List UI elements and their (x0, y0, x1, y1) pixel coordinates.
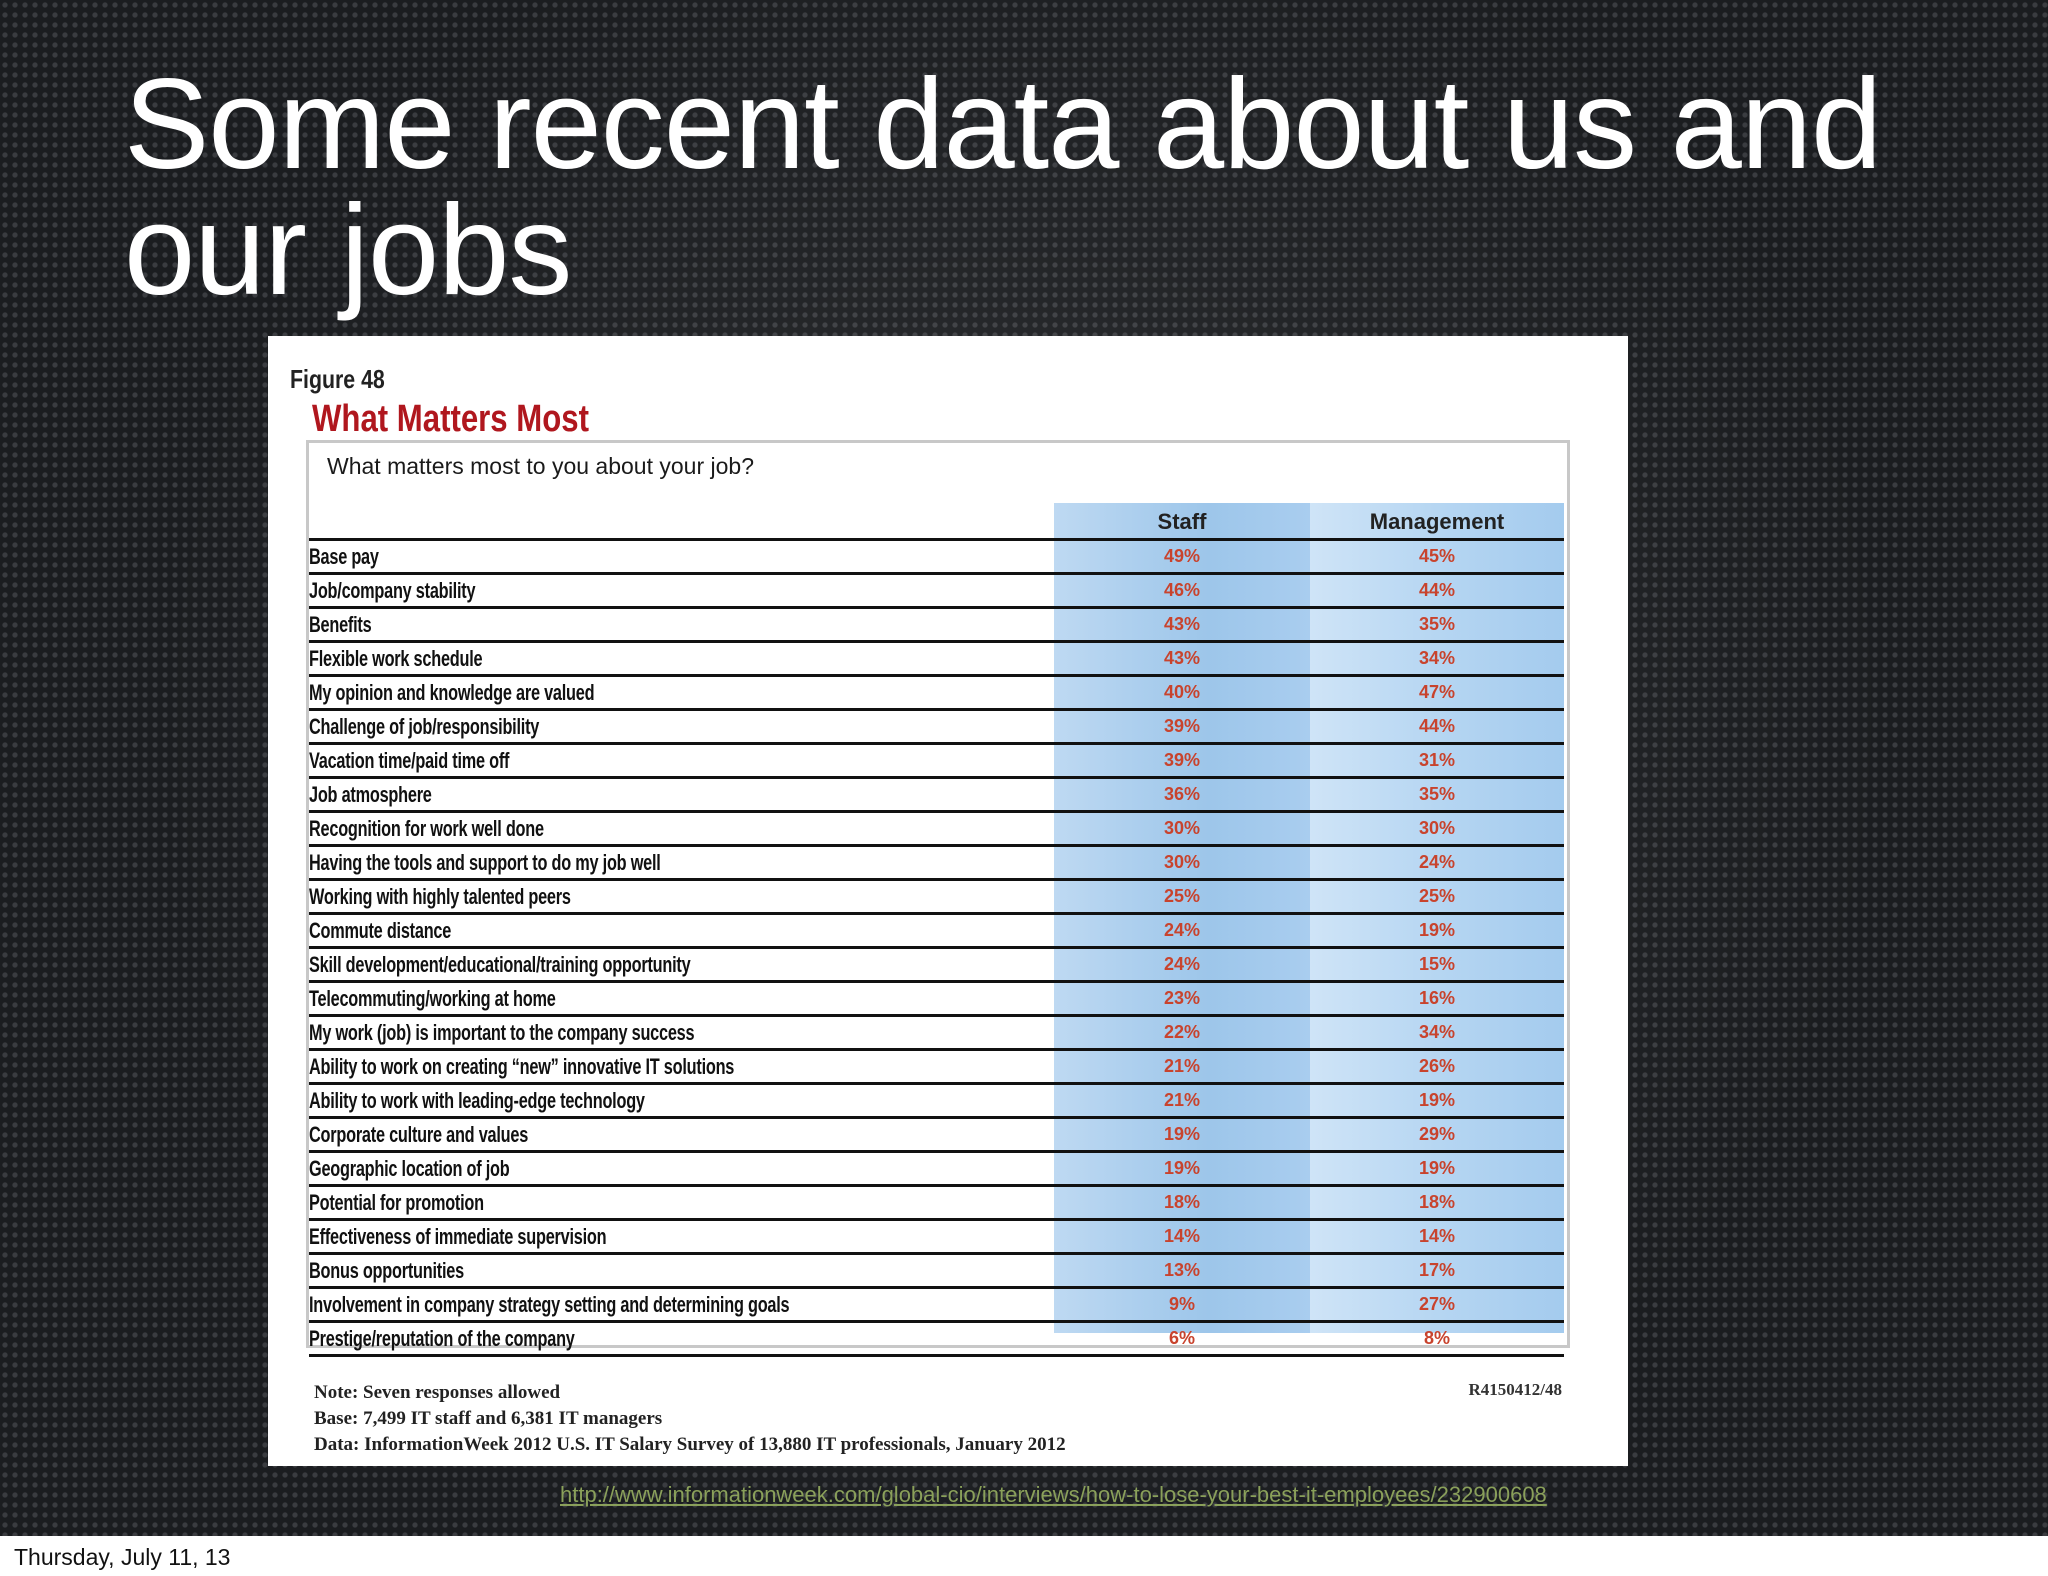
staff-value: 25% (1163, 886, 1201, 906)
figure-notes (314, 1380, 1066, 1458)
management-value: 29% (1418, 1124, 1456, 1144)
staff-value: 46% (1163, 580, 1201, 600)
table-row (309, 572, 1567, 606)
figure-label: Figure 48 (290, 364, 385, 394)
staff-value: 13% (1163, 1260, 1201, 1280)
management-value: 19% (1418, 920, 1456, 940)
row-label: Benefits (309, 612, 372, 637)
management-value: 18% (1418, 1192, 1456, 1212)
row-divider (309, 844, 1564, 847)
table-row (309, 844, 1567, 878)
row-divider (309, 1184, 1564, 1187)
management-value: 27% (1418, 1294, 1456, 1314)
source-link[interactable]: http://www.informationweek.com/global-cio/interviews/how-to-lose-your-best-it-employees/232900608 (560, 1482, 1547, 1507)
row-divider (309, 1252, 1564, 1255)
management-value: 25% (1418, 886, 1456, 906)
row-label: Ability to work with leading-edge technology (309, 1088, 645, 1113)
row-label: Geographic location of job (309, 1156, 510, 1181)
management-value: 31% (1418, 750, 1456, 770)
row-divider (309, 742, 1564, 745)
table-row (309, 776, 1567, 810)
row-label: Effectiveness of immediate supervision (309, 1224, 607, 1249)
management-value: 35% (1418, 784, 1456, 804)
column-header-management: Management (1369, 509, 1505, 534)
row-label: My opinion and knowledge are valued (309, 680, 595, 705)
staff-value: 24% (1163, 920, 1201, 940)
row-divider (309, 1320, 1564, 1323)
staff-value: 21% (1163, 1090, 1201, 1110)
table-row (309, 606, 1567, 640)
note-data-source: Data: InformationWeek 2012 U.S. IT Salary Survey of 13,880 IT professionals, January 2012 (314, 1434, 1066, 1455)
row-divider (309, 640, 1564, 643)
row-divider (309, 1286, 1564, 1289)
management-value: 19% (1418, 1090, 1456, 1110)
table-row (309, 878, 1567, 912)
management-value: 30% (1418, 818, 1456, 838)
footer-date: Thursday, July 11, 13 (14, 1544, 231, 1570)
row-divider (309, 980, 1564, 983)
management-value: 34% (1418, 648, 1456, 668)
row-divider (309, 1014, 1564, 1017)
table-row (309, 1048, 1567, 1082)
row-label: Ability to work on creating “new” innovative IT solutions (309, 1054, 735, 1079)
row-divider (309, 1048, 1564, 1051)
management-value: 44% (1418, 716, 1456, 736)
figure-title: What Matters Most (312, 398, 589, 440)
row-divider (309, 1116, 1564, 1119)
staff-value: 18% (1163, 1192, 1201, 1212)
row-label: Commute distance (309, 918, 452, 943)
management-value: 35% (1418, 614, 1456, 634)
row-divider (309, 674, 1564, 677)
row-label: Telecommuting/working at home (309, 986, 556, 1011)
table-row (309, 1184, 1567, 1218)
table-row (309, 1320, 1567, 1354)
management-value: 17% (1418, 1260, 1456, 1280)
staff-value: 30% (1163, 818, 1201, 838)
management-value: 44% (1418, 580, 1456, 600)
table-row (309, 980, 1567, 1014)
staff-value: 24% (1163, 954, 1201, 974)
management-value: 34% (1418, 1022, 1456, 1042)
table-row (309, 1286, 1567, 1320)
row-label: Skill development/educational/training opportunity (309, 952, 691, 977)
row-divider (309, 1218, 1564, 1221)
table-row (309, 742, 1567, 776)
row-label: Flexible work schedule (309, 646, 483, 671)
row-label: Recognition for work well done (309, 816, 544, 841)
row-divider (309, 606, 1564, 609)
row-divider (309, 1150, 1564, 1153)
slide-title: Some recent data about us and our jobs (124, 53, 1882, 322)
management-value: 16% (1418, 988, 1456, 1008)
staff-value: 21% (1163, 1056, 1201, 1076)
table-row (309, 538, 1567, 572)
row-divider (309, 878, 1564, 881)
row-label: Vacation time/paid time off (309, 748, 510, 773)
row-label: My work (job) is important to the company success (309, 1020, 695, 1045)
row-label: Working with highly talented peers (309, 884, 571, 909)
row-label: Having the tools and support to do my job well (309, 850, 661, 875)
table-row (309, 1116, 1567, 1150)
table-row (309, 810, 1567, 844)
row-label: Job/company stability (309, 578, 476, 603)
survey-table (306, 440, 1570, 1351)
row-divider (309, 946, 1564, 949)
management-value: 8% (1423, 1328, 1450, 1348)
staff-value: 9% (1168, 1294, 1195, 1314)
staff-value: 19% (1163, 1124, 1201, 1144)
row-divider (309, 572, 1564, 575)
staff-value: 39% (1163, 716, 1201, 736)
staff-value: 30% (1163, 852, 1201, 872)
row-divider (309, 776, 1564, 779)
table-row (309, 946, 1567, 980)
staff-value: 40% (1163, 682, 1201, 702)
footer-bar (0, 1536, 2048, 1576)
staff-value: 23% (1163, 988, 1201, 1008)
note-responses: Note: Seven responses allowed (314, 1382, 561, 1403)
staff-value: 43% (1163, 648, 1201, 668)
row-label: Prestige/reputation of the company (309, 1326, 575, 1351)
table-row (309, 640, 1567, 674)
row-label: Bonus opportunities (309, 1258, 464, 1283)
row-label: Potential for promotion (309, 1190, 484, 1215)
row-divider (309, 912, 1564, 915)
staff-value: 19% (1163, 1158, 1201, 1178)
table-row (309, 1082, 1567, 1116)
report-code: R4150412/48 (1468, 1380, 1562, 1399)
row-divider (309, 810, 1564, 813)
survey-question: What matters most to you about your job? (327, 453, 754, 479)
note-base: Base: 7,499 IT staff and 6,381 IT managers (314, 1408, 663, 1429)
management-value: 26% (1418, 1056, 1456, 1076)
staff-value: 6% (1168, 1328, 1195, 1348)
management-value: 15% (1418, 954, 1456, 974)
management-value: 45% (1418, 546, 1456, 566)
row-divider (309, 538, 1564, 541)
table-row (309, 674, 1567, 708)
row-label: Base pay (309, 544, 379, 569)
table-row (309, 708, 1567, 742)
management-value: 24% (1418, 852, 1456, 872)
row-divider (309, 708, 1564, 711)
figure-image (268, 336, 1628, 1466)
staff-value: 39% (1163, 750, 1201, 770)
row-label: Corporate culture and values (309, 1122, 529, 1147)
table-row (309, 1218, 1567, 1252)
staff-value: 14% (1163, 1226, 1201, 1246)
row-label: Job atmosphere (309, 782, 432, 807)
column-header-staff: Staff (1157, 509, 1207, 534)
table-row (309, 912, 1567, 946)
staff-value: 36% (1163, 784, 1201, 804)
table-bottom-rule (309, 1354, 1564, 1357)
management-value: 14% (1418, 1226, 1456, 1246)
management-value: 47% (1418, 682, 1456, 702)
staff-value: 49% (1163, 546, 1201, 566)
staff-value: 22% (1163, 1022, 1201, 1042)
row-label: Challenge of job/responsibility (309, 714, 540, 739)
table-row (309, 1014, 1567, 1048)
table-row (309, 1252, 1567, 1286)
staff-value: 43% (1163, 614, 1201, 634)
management-value: 19% (1418, 1158, 1456, 1178)
row-divider (309, 1082, 1564, 1085)
row-label: Involvement in company strategy setting and determining goals (309, 1292, 790, 1317)
table-row (309, 1150, 1567, 1184)
